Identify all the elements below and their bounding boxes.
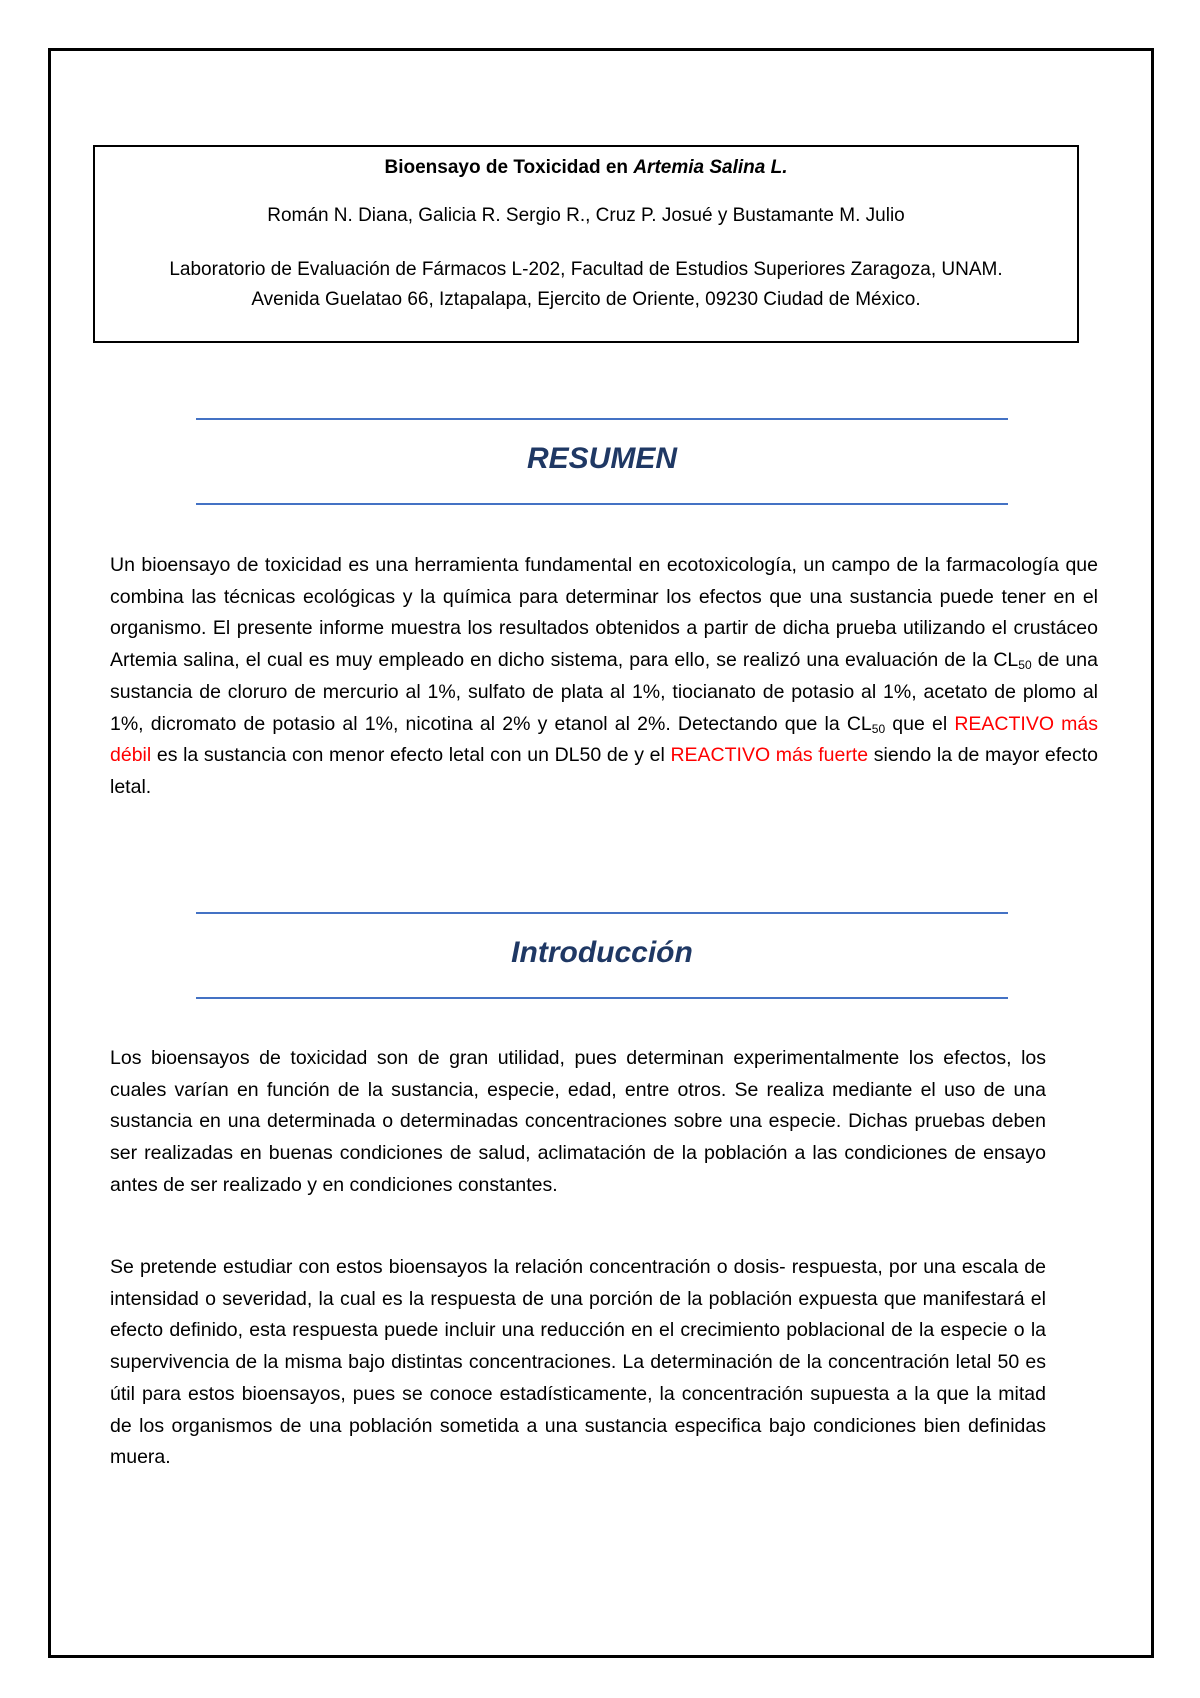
introduccion-paragraph-2: Se pretende estudiar con estos bioensayos la relación concentración o dosis- respuesta, por una escala de intensidad o severidad, la cual es la respuesta de una porción de la población expuesta que manifestará el efecto definido, esta respuesta puede incluir una reducción en el crecimiento poblacional de la especie o la supervivencia de la misma bajo distintas concentraciones. La determinación de la concentración letal 50 es útil para estos bioensayos, pues se conoce estadísticamente, la concentración supuesta a la que la mitad de los organismos de una población sometida a una sustancia especifica bajo condiciones bien definidas muera. xyxy=(110,1256,1046,1469)
cl50-subscript-2: 50 xyxy=(871,721,886,736)
authors: Román N. Diana, Galicia R. Sergio R., Cruz P. Josué y Bustamante M. Julio xyxy=(267,205,905,226)
resumen-text-1: Un bioensayo de toxicidad es una herramienta fundamental en ecotoxicología, un campo de la farmacología que combina las técnicas ecológicas y la química para determinar los efectos que una sustancia puede tener en el organismo. El presente informe muestra los resultados obtenidos a partir de dicha prueba utilizando el crustáceo Artemia salina, el cual es muy empleado en dicho sistema, para ello, se realizó una evaluación de la CL xyxy=(110,554,1098,672)
resumen-text-2: de una sustancia de cloruro de mercurio al 1%, sulfato de plata al 1%, tiocianato de potasio al 1%, acetato de plomo al 1%, dicromato de potasio al 1%, nicotina al 2% y etanol al 2%. Detectando que la CL xyxy=(110,649,1099,735)
resumen-text-3: que el xyxy=(885,712,955,735)
resumen-text-4: es la sustancia con menor efecto letal con un DL50 de y el xyxy=(151,744,671,767)
affiliation-line-1: Laboratorio de Evaluación de Fármacos L-202, Facultad de Estudios Superiores Zaragoza, UNAM. xyxy=(169,259,1003,280)
resumen-heading: RESUMEN xyxy=(526,442,677,475)
cl50-subscript-1: 50 xyxy=(1018,658,1032,673)
introduccion-rule-top xyxy=(196,912,1008,914)
affiliation-line-2: Avenida Guelatao 66, Iztapalapa, Ejercito de Oriente, 09230 Ciudad de México. xyxy=(251,289,921,310)
resumen-paragraph xyxy=(110,550,1098,804)
strongest-reagent-placeholder: REACTIVO más fuerte xyxy=(670,744,869,767)
paper-title-species: Artemia Salina L. xyxy=(633,157,788,178)
affiliation xyxy=(95,255,1077,315)
weakest-reagent-placeholder: REACTIVO más débil xyxy=(110,712,1099,767)
resumen-text-5: siendo la de mayor efecto letal. xyxy=(110,744,1099,798)
paper-title-prefix: Bioensayo de Toxicidad en xyxy=(384,157,634,178)
introduccion-rule-bottom xyxy=(196,997,1008,999)
paper-title xyxy=(95,157,1077,179)
introduccion-paragraph-1: Los bioensayos de toxicidad son de gran utilidad, pues determinan experimentalmente los efectos, los cuales varían en función de la sustancia, especie, edad, entre otros. Se realiza mediante el uso de una sustancia en una determinada o determinadas concentraciones sobre una especie. Dichas pruebas deben ser realizadas en buenas condiciones de salud, aclimatación de la población a las condiciones de ensayo antes de ser realizado y en condiciones constantes. xyxy=(110,1047,1046,1196)
resumen-rule-bottom xyxy=(196,503,1008,505)
resumen-rule-top xyxy=(196,418,1008,420)
introduccion-heading: Introducción xyxy=(511,936,693,969)
title-box xyxy=(93,145,1079,343)
